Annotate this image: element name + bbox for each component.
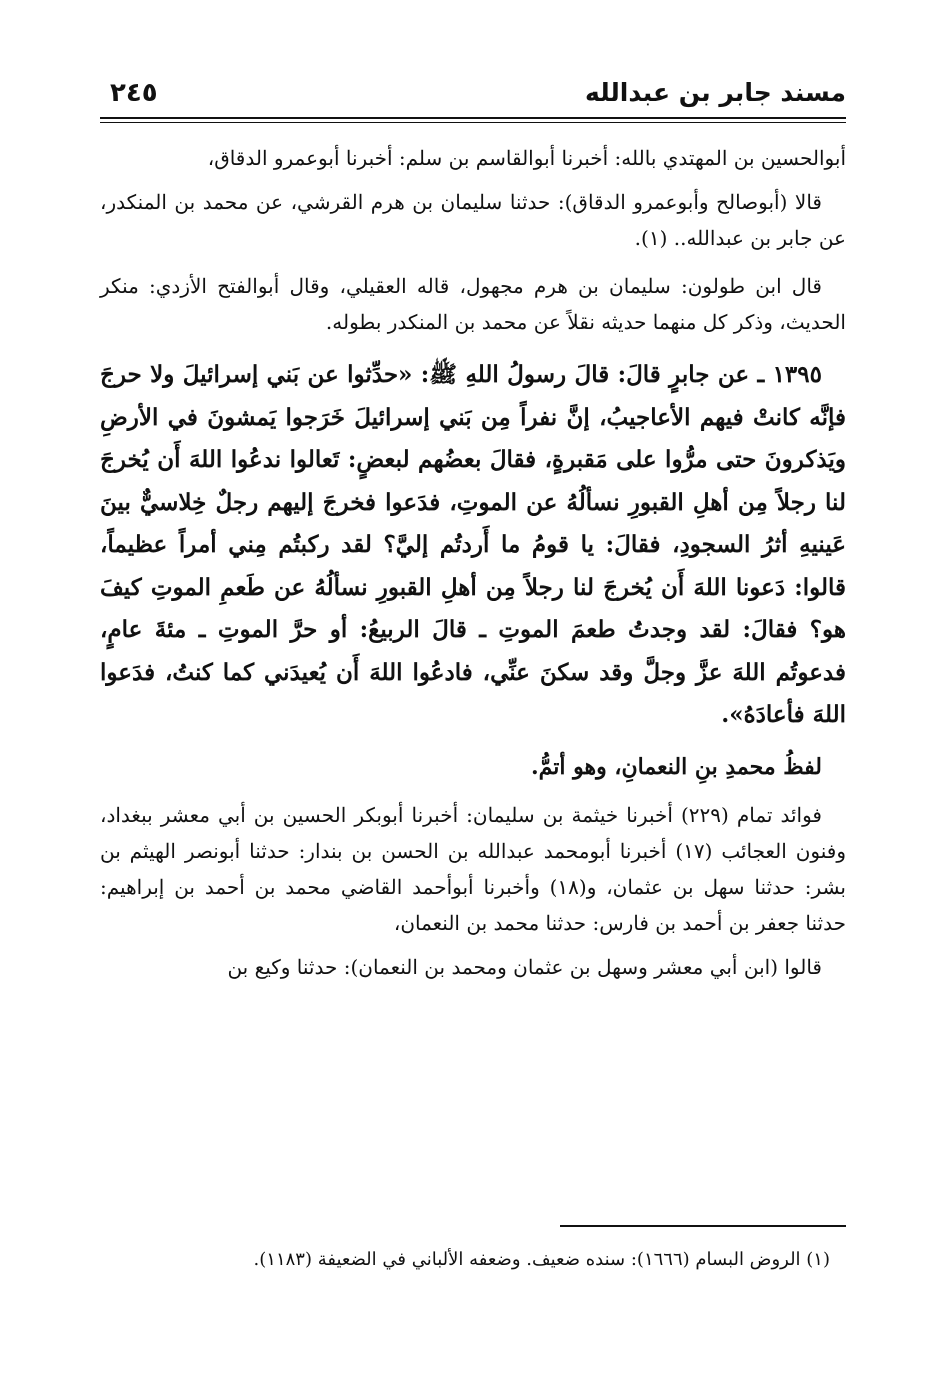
footnote: (١) الروض البسام (١٦٦٦): سنده ضعيف. وضعفه الألباني في الضعيفة (١١٨٣).	[253, 1249, 830, 1270]
main-text	[100, 140, 846, 985]
sources-paragraph: فوائد تمام (٢٢٩) أخبرنا خيثمة بن سليمان: أخبرنا أبوبكر الحسين بن أبي معشر ببغداد، وفنون العجائب (١٧) أخبرنا أبومحمد عبدالله بن الحسن بن بندار: حدثنا أبونصر الهيثم بن بشر: حدثنا سهل بن عثمان، و(١٨) وأخبرنا أبوأحمد القاضي محمد بن أحمد بن إبراهيم: حدثنا جعفر بن أحمد بن فارس: حدثنا محمد بن النعمان،	[100, 802, 846, 935]
header-rule-thin	[100, 122, 846, 123]
footnote-rule	[560, 1225, 846, 1227]
sources-paragraph-2: قالوا (ابن أبي معشر وسهل بن عثمان ومحمد بن النعمان): حدثنا وكيع بن	[227, 954, 822, 979]
header-rule	[100, 117, 846, 119]
running-title: مسند جابر بن عبدالله	[585, 78, 846, 107]
isnad-paragraph: أبوالحسين بن المهتدي بالله: أخبرنا أبوالقاسم بن سلم: أخبرنا أبوعمرو الدقاق،	[207, 146, 846, 170]
commentary-paragraph: قال ابن طولون: سليمان بن هرم مجهول، قاله العقيلي، وقال أبوالفتح الأزدي: منكر الحديث، وذكر كل منهما حديثه نقلاً عن محمد بن المنكدر بطوله.	[100, 274, 846, 334]
page-number: ٢٤٥	[110, 78, 158, 108]
page-header	[100, 78, 846, 114]
hadith-wording-note: لفظُ محمدِ بنِ النعمانِ، وهو أتمُّ.	[530, 753, 822, 780]
hadith-text: ١٣٩٥ ـ عن جابرٍ قالَ: قالَ رسولُ اللهِ ﷺ: «حدِّثوا عن بَني إسرائيلَ ولا حرجَ فإنَّه كانتْ فيهم الأعاجيبُ، إنَّ نفراً مِن بَني إسرائيلَ خَرَجوا يَمشونَ في الأرضِ ويَذكرونَ حتى مرُّوا على مَقبرةٍ، فقالَ بعضُهم لبعضٍ: تَعالوا ندعُوا اللهَ أَن يُخرجَ لنا رجلاً مِن أهلِ القبورِ نسألُهُ عن الموتِ، فدَعوا فخرجَ إليهم رجلٌ خِلاسيٌّ بينَ عَينيهِ أثرُ السجودِ، فقالَ: يا قومُ ما أَردتُم إليَّ؟ لقد ركبتُم مِني أمراً عظيماً، قالوا: دَعونا اللهَ أَن يُخرجَ لنا رجلاً مِن أهلِ القبورِ نسألُهُ عن طَعمِ الموتِ كيفَ هو؟ فقالَ: لقد وجدتُ طعمَ الموتِ ـ قالَ الربيعُ: أو حرَّ الموتِ ـ مئةَ عامٍ، فدعوتُم اللهَ عزَّ وجلَّ وقد سكنَ عنِّي، فادعُوا اللهَ أَن يُعيدَني كما كنتُ، فدَعوا اللهَ فأعادَهُ».	[100, 361, 846, 728]
isnad-paragraph-2: قالا (أبوصالح وأبوعمرو الدقاق): حدثنا سليمان بن هرم القرشي، عن محمد بن المنكدر، عن جابر بن عبدالله.. (١).	[100, 190, 846, 250]
